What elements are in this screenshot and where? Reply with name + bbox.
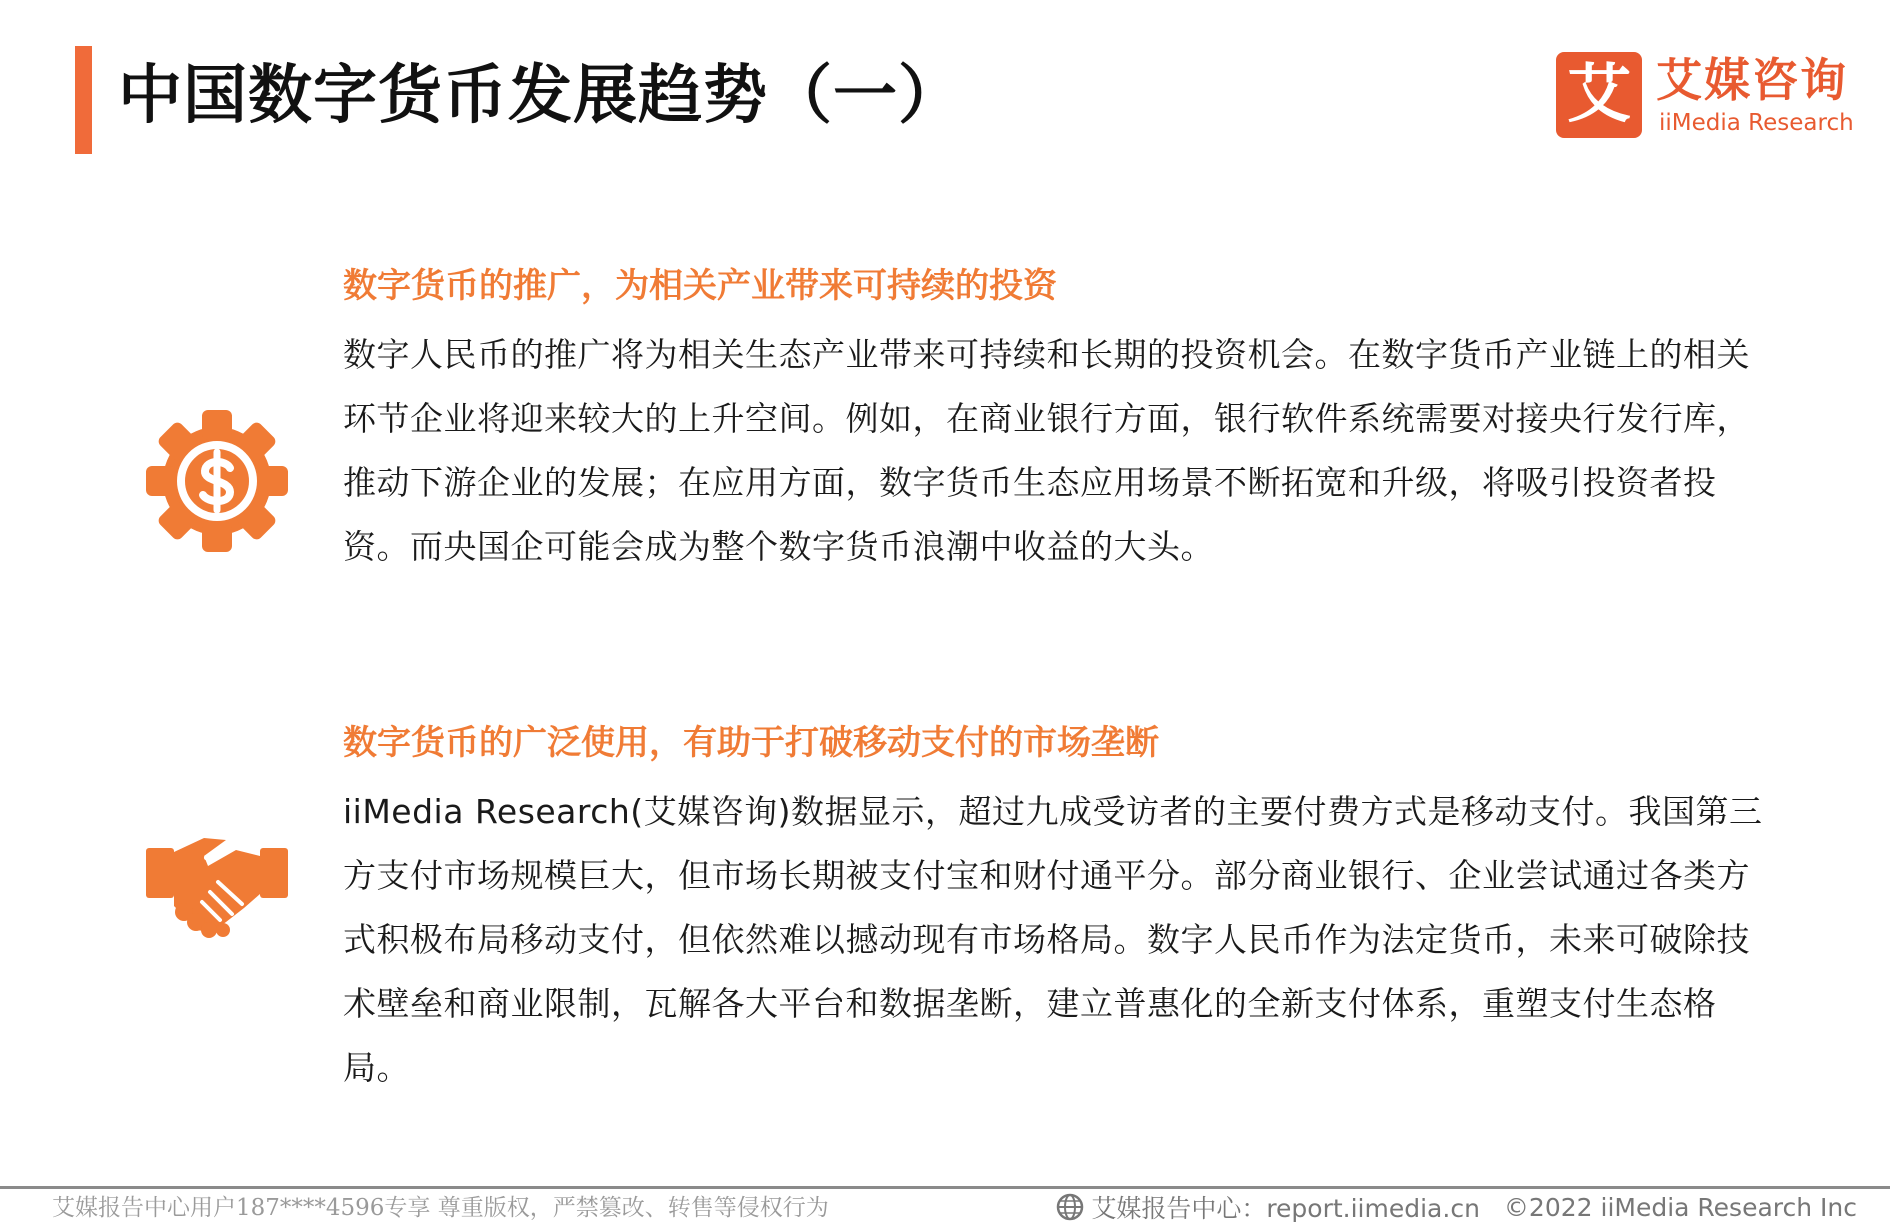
title-accent-bar [75, 46, 92, 154]
footer-site-link[interactable]: 艾媒报告中心：report.iimedia.cn [1091, 1194, 1480, 1223]
globe-icon [1055, 1192, 1085, 1222]
logo-name-cn: 艾媒咨询 [1656, 53, 1848, 107]
footer-copyright: ©2022 iiMedia Research Inc [1503, 1192, 1857, 1222]
footer-watermark: 艾媒报告中心用户187****4596专享 尊重版权，严禁篡改、转售等侵权行为 [52, 1195, 829, 1221]
dollar-gear-icon [146, 410, 288, 552]
handshake-icon [146, 826, 288, 938]
section-heading: 数字货币的推广，为相关产业带来可持续的投资 [343, 266, 1057, 306]
section-investment [343, 263, 1763, 579]
logo-mark: 艾 [1556, 52, 1642, 138]
section-body: 数字人民币的推广将为相关生态产业带来可持续和长期的投资机会。在数字货币产业链上的相关环节企业将迎来较大的上升空间。例如，在商业银行方面，银行软件系统需要对接央行发行库，推动下游企业的发展；在应用方面，数字货币生态应用场景不断拓宽和升级，将吸引投资者投资。而央国企可能会成为整个数字货币浪潮中收益的大头。 [343, 335, 1750, 566]
section-heading: 数字货币的广泛使用，有助于打破移动支付的市场垄断 [343, 723, 1159, 763]
footer-info [1055, 1190, 1857, 1224]
page-title: 中国数字货币发展趋势（一） [118, 59, 963, 133]
section-payment-monopoly [343, 720, 1763, 1100]
section-body: iiMedia Research(艾媒咨询)数据显示，超过九成受访者的主要付费方式是移动支付。我国第三方支付市场规模巨大，但市场长期被支付宝和财付通平分。部分商业银行、企业尝试通过各类方式积极布局移动支付，但依然难以撼动现有市场格局。数字人民币作为法定货币，未来可破除技术壁垒和商业限制，瓦解各大平台和数据垄断，建立普惠化的全新支付体系，重塑支付生态格局。 [343, 792, 1763, 1087]
footer-divider [0, 1186, 1890, 1189]
brand-logo [1556, 52, 1856, 142]
logo-name-en: iiMedia Research [1659, 110, 1854, 136]
